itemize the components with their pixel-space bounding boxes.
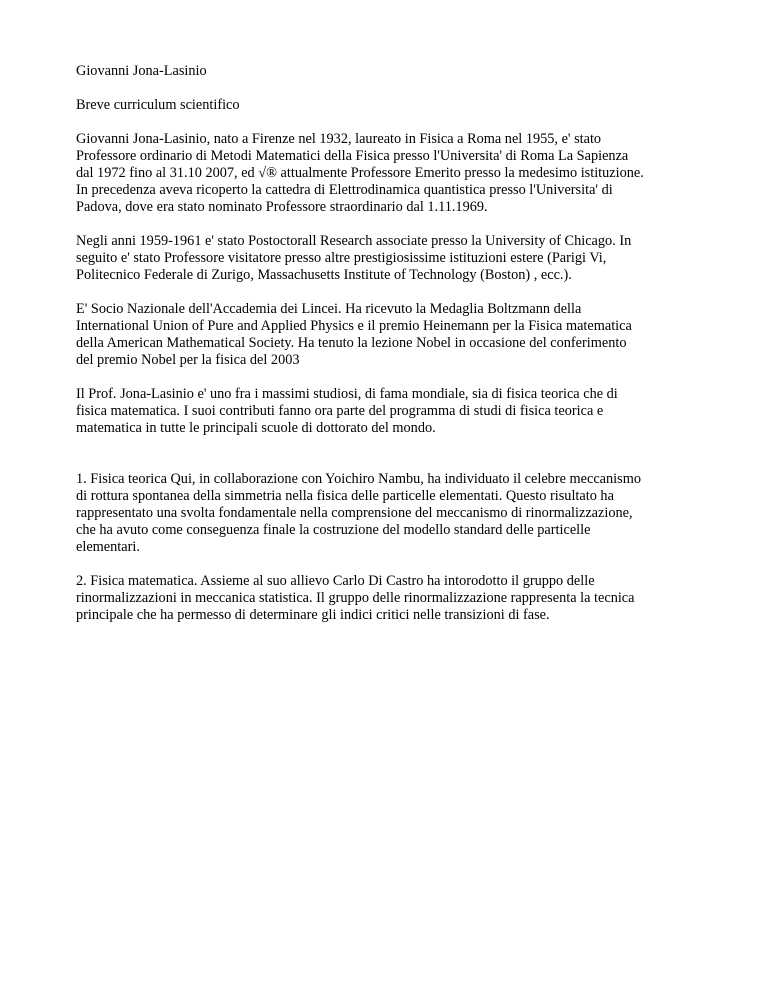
paragraph-line: Professore ordinario di Metodi Matematici della Fisica presso l'Universita' di Roma La Sapienza	[76, 148, 629, 164]
paragraph-positions	[76, 233, 706, 284]
paragraph-line: fisica matematica. I suoi contributi fanno ora parte del programma di studi di fisica teorica e	[76, 403, 604, 419]
paragraph-line: In precedenza aveva ricoperto la cattedra di Elettrodinamica quantistica presso l'Universita' di	[76, 182, 613, 198]
paragraph-line: seguito e' stato Professore visitatore presso altre prestigiosissime istituzioni estere (Parigi Vi,	[76, 250, 607, 266]
paragraph-line: 1. Fisica teorica Qui, in collaborazione con Yoichiro Nambu, ha individuato il celebre meccanismo	[76, 471, 641, 487]
paragraph-line: matematica in tutte le principali scuole di dottorato del mondo.	[76, 420, 436, 436]
document-page	[76, 63, 706, 641]
paragraph-line: di rottura spontanea della simmetria nella fisica delle particelle elementati. Questo risultato ha	[76, 488, 614, 504]
paragraph-line: 2. Fisica matematica. Assieme al suo allievo Carlo Di Castro ha intorodotto il gruppo delle	[76, 573, 595, 589]
paragraph-line: E' Socio Nazionale dell'Accademia dei Lincei. Ha ricevuto la Medaglia Boltzmann della	[76, 301, 582, 317]
author-name: Giovanni Jona-Lasinio	[76, 63, 207, 79]
paragraph-line: Politecnico Federale di Zurigo, Massachusetts Institute of Technology (Boston) , ecc.).	[76, 267, 572, 283]
paragraph-line: Negli anni 1959-1961 e' stato Postoctorall Research associate presso la University of Chicago. In	[76, 233, 632, 249]
paragraph-theoretical-physics	[76, 471, 706, 556]
paragraph-line: principale che ha permesso di determinare gli indici critici nelle transizioni di fase.	[76, 607, 550, 623]
paragraph-line: Padova, dove era stato nominato Professore straordinario dal 1.11.1969.	[76, 199, 488, 215]
paragraph-line: dal 1972 fino al 31.10 2007, ed √® attualmente Professore Emerito presso la medesimo istituzione.	[76, 165, 644, 181]
paragraph-line: Giovanni Jona-Lasinio, nato a Firenze nel 1932, laureato in Fisica a Roma nel 1955, e' stato	[76, 131, 602, 147]
paragraph-awards	[76, 301, 706, 369]
paragraph-line: elementari.	[76, 539, 140, 555]
paragraph-line: International Union of Pure and Applied Physics e il premio Heinemann per la Fisica matematica	[76, 318, 632, 334]
paragraph-reputation	[76, 386, 706, 437]
document-subtitle: Breve curriculum scientifico	[76, 97, 240, 113]
paragraph-line: Il Prof. Jona-Lasinio e' uno fra i massimi studiosi, di fama mondiale, sia di fisica teorica che di	[76, 386, 618, 402]
paragraph-line: rinormalizzazioni in meccanica statistica. Il gruppo delle rinormalizzazione rappresenta la tecnica	[76, 590, 635, 606]
paragraph-biography	[76, 131, 706, 216]
paragraph-line: rappresentato una svolta fondamentale nella comprensione del meccanismo di rinormalizzazione,	[76, 505, 633, 521]
paragraph-line: del premio Nobel per la fisica del 2003	[76, 352, 300, 368]
paragraph-line: della American Mathematical Society. Ha tenuto la lezione Nobel in occasione del conferimento	[76, 335, 627, 351]
paragraph-line: che ha avuto come conseguenza finale la costruzione del modello standard delle particelle	[76, 522, 591, 538]
paragraph-mathematical-physics	[76, 573, 706, 624]
